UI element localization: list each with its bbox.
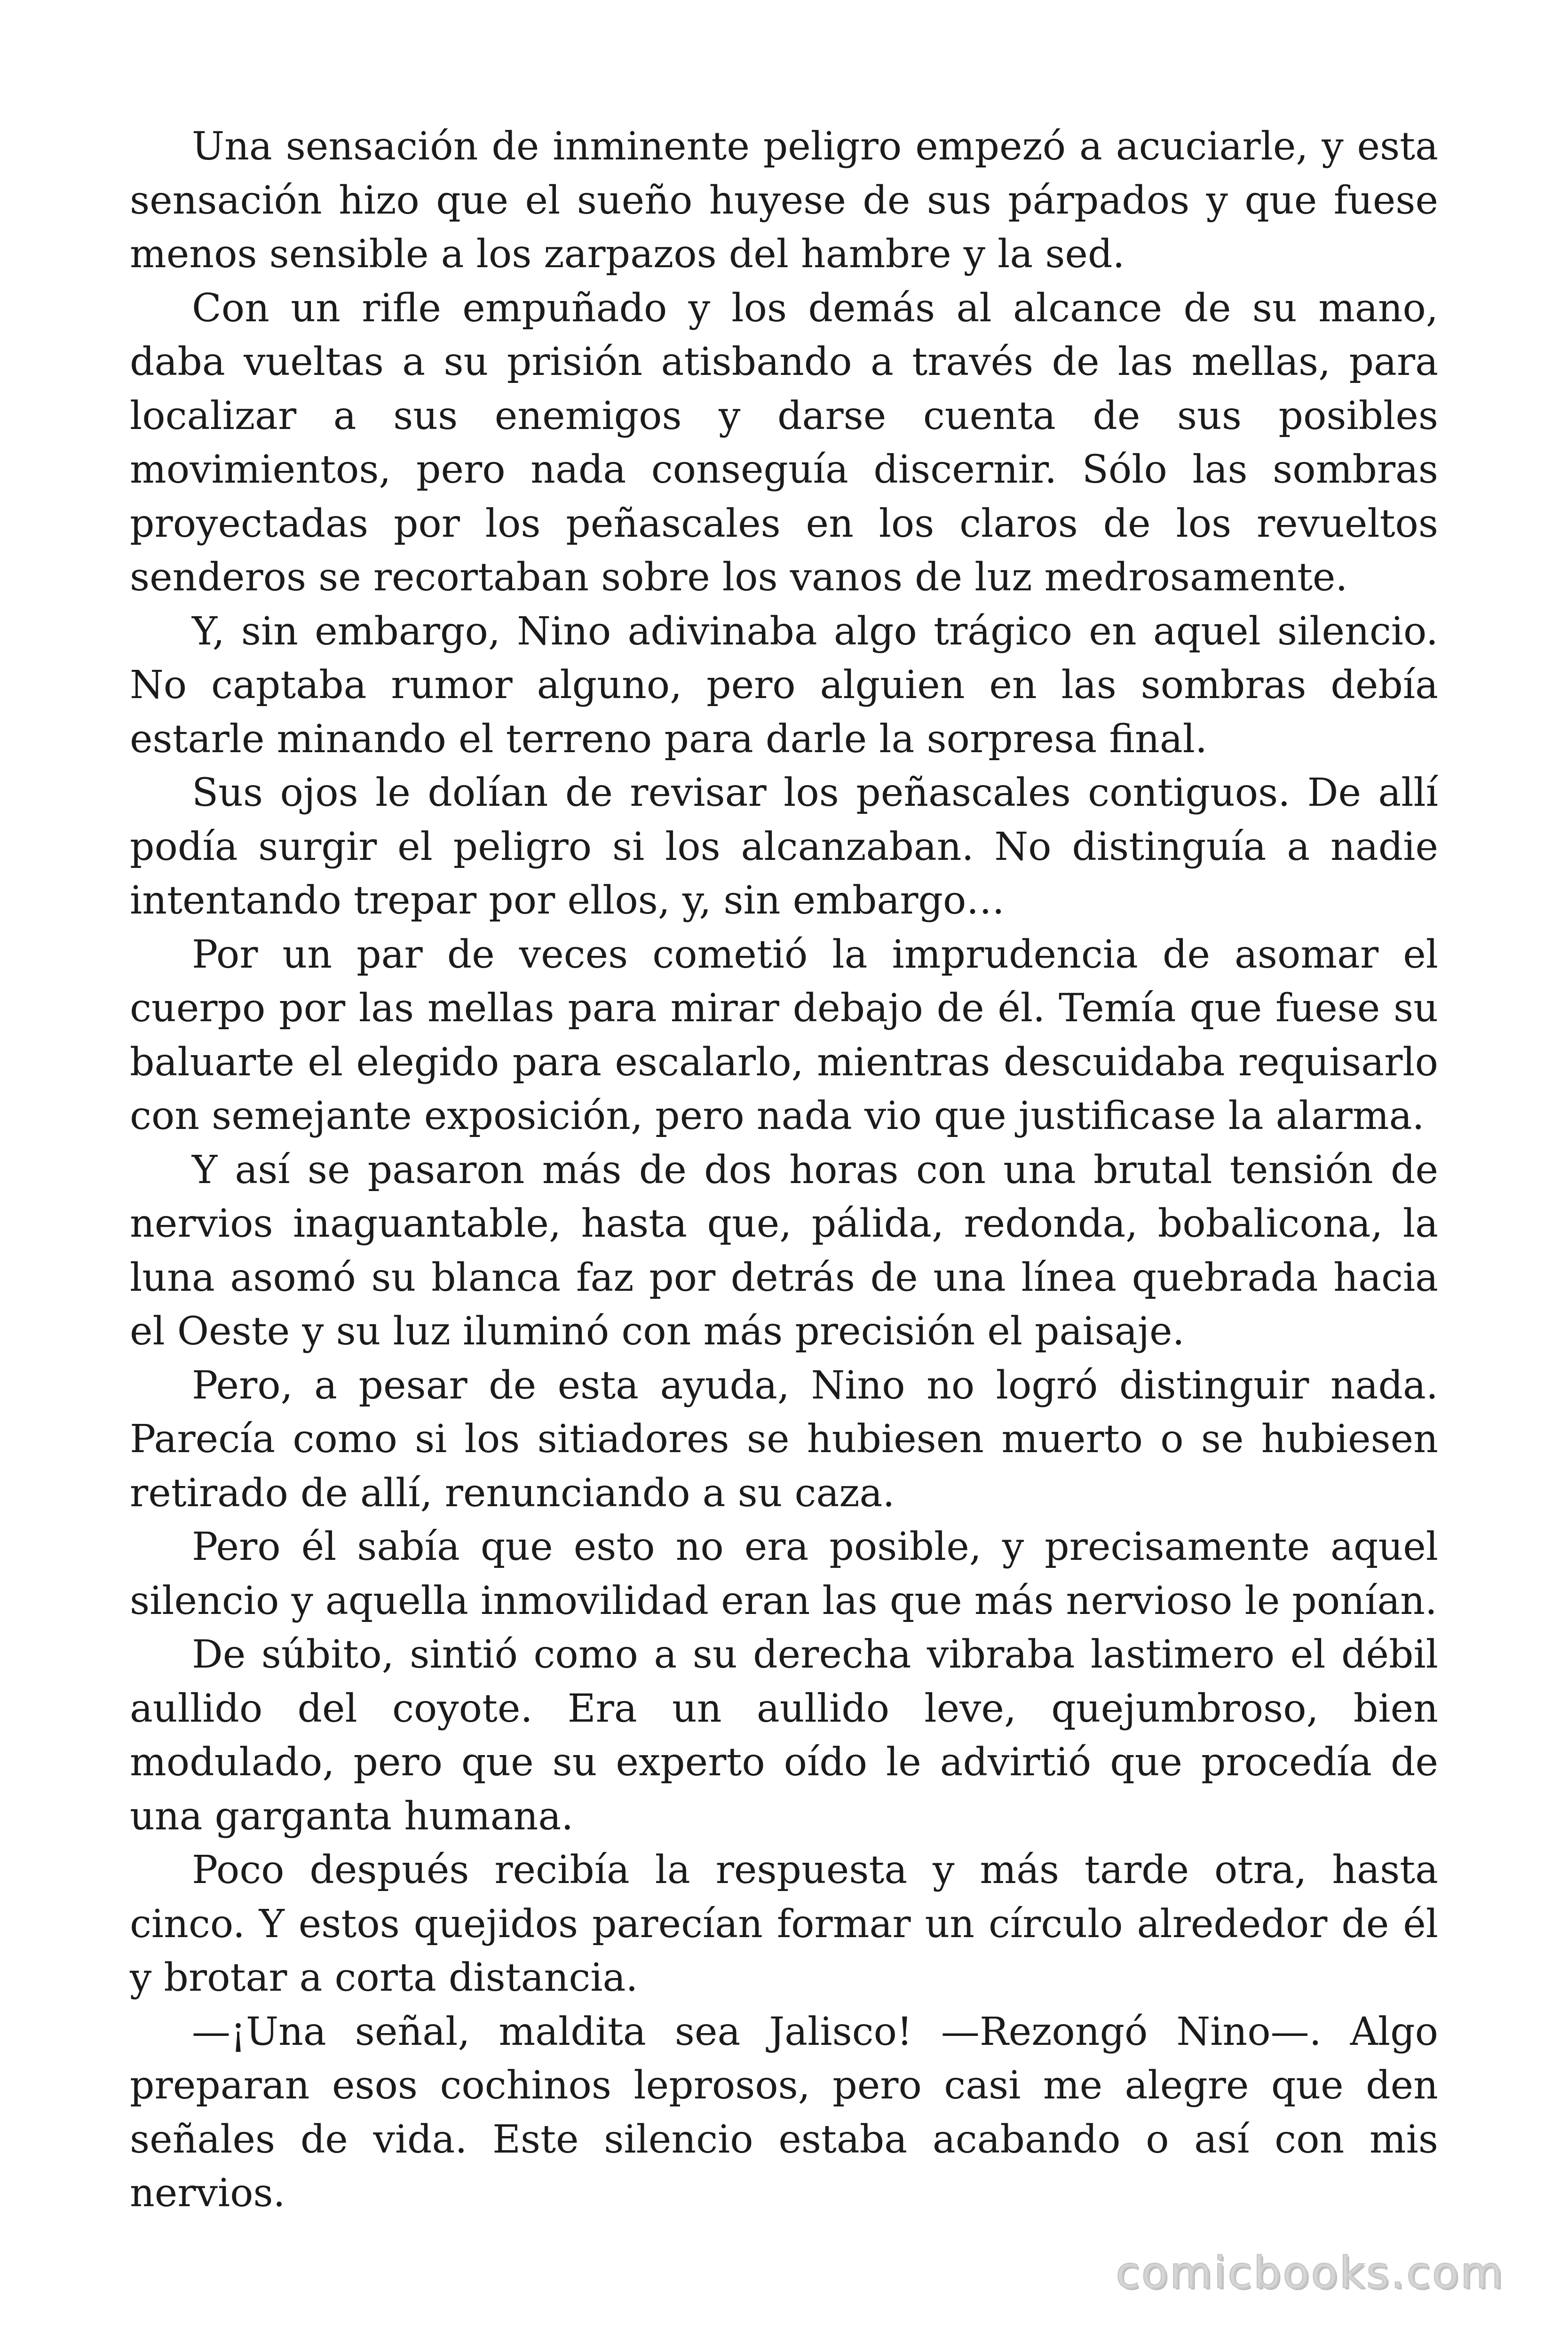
paragraph: De súbito, sintió como a su derecha vibraba lastimero el débil aullido del coyote. Era un aullido leve, quejumbroso, bien modulado, pero que su experto oído le advirtió que procedía de una garganta humana.	[130, 1632, 1438, 1839]
paragraph: Por un par de veces cometió la imprudencia de asomar el cuerpo por las mellas para mirar debajo de él. Temía que fuese su baluarte el elegido para escalarlo, mientras descuidaba requisarlo con semejante exposición, pero nada vio que justificase la alarma.	[130, 932, 1438, 1138]
paragraph: Y así se pasaron más de dos horas con una brutal tensión de nervios inaguantable, hasta que, pálida, redonda, bobalicona, la luna asomó su blanca faz por detrás de una línea quebrada hacia el Oeste y su luz iluminó con más precisión el paisaje.	[130, 1147, 1438, 1354]
paragraph: Pero él sabía que esto no era posible, y precisamente aquel silencio y aquella inmovilidad eran las que más nervioso le ponían.	[130, 1525, 1438, 1623]
paragraph: —¡Una señal, maldita sea Jalisco! —Rezongó Nino—. Algo preparan esos cochinos leprosos, pero casi me alegre que den señales de vida. Este silencio estaba acabando o así con mis nervios.	[130, 2009, 1438, 2216]
paragraph: Pero, a pesar de esta ayuda, Nino no logró distinguir nada. Parecía como si los sitiadores se hubiesen muerto o se hubiesen retirado de allí, renunciando a su caza.	[130, 1363, 1438, 1516]
paragraph: Una sensación de inminente peligro empezó a acuciarle, y esta sensación hizo que el sueño huyese de sus párpados y que fuese menos sensible a los zarpazos del hambre y la sed.	[130, 124, 1438, 277]
body-text	[130, 120, 1438, 2221]
paragraph: Sus ojos le dolían de revisar los peñascales contiguos. De allí podía surgir el peligro si los alcanzaban. No distinguía a nadie intentando trepar por ellos, y, sin embargo…	[130, 771, 1438, 923]
paragraph: Con un rifle empuñado y los demás al alcance de su mano, daba vueltas a su prisión atisbando a través de las mellas, para localizar a sus enemigos y darse cuenta de sus posibles movimientos, pero nada conseguía discernir. Sólo las sombras proyectadas por los peñascales en los claros de los revueltos senderos se recortaban sobre los vanos de luz medrosamente.	[130, 286, 1438, 600]
paragraph: Poco después recibía la respuesta y más tarde otra, hasta cinco. Y estos quejidos parecían formar un círculo alrededor de él y brotar a corta distancia.	[130, 1848, 1438, 2000]
paragraph: Y, sin embargo, Nino adivinaba algo trágico en aquel silencio. No captaba rumor alguno, pero alguien en las sombras debía estarle minando el terreno para darle la sorpresa final.	[130, 609, 1438, 762]
watermark: comicbooks.com	[1116, 2248, 1505, 2298]
